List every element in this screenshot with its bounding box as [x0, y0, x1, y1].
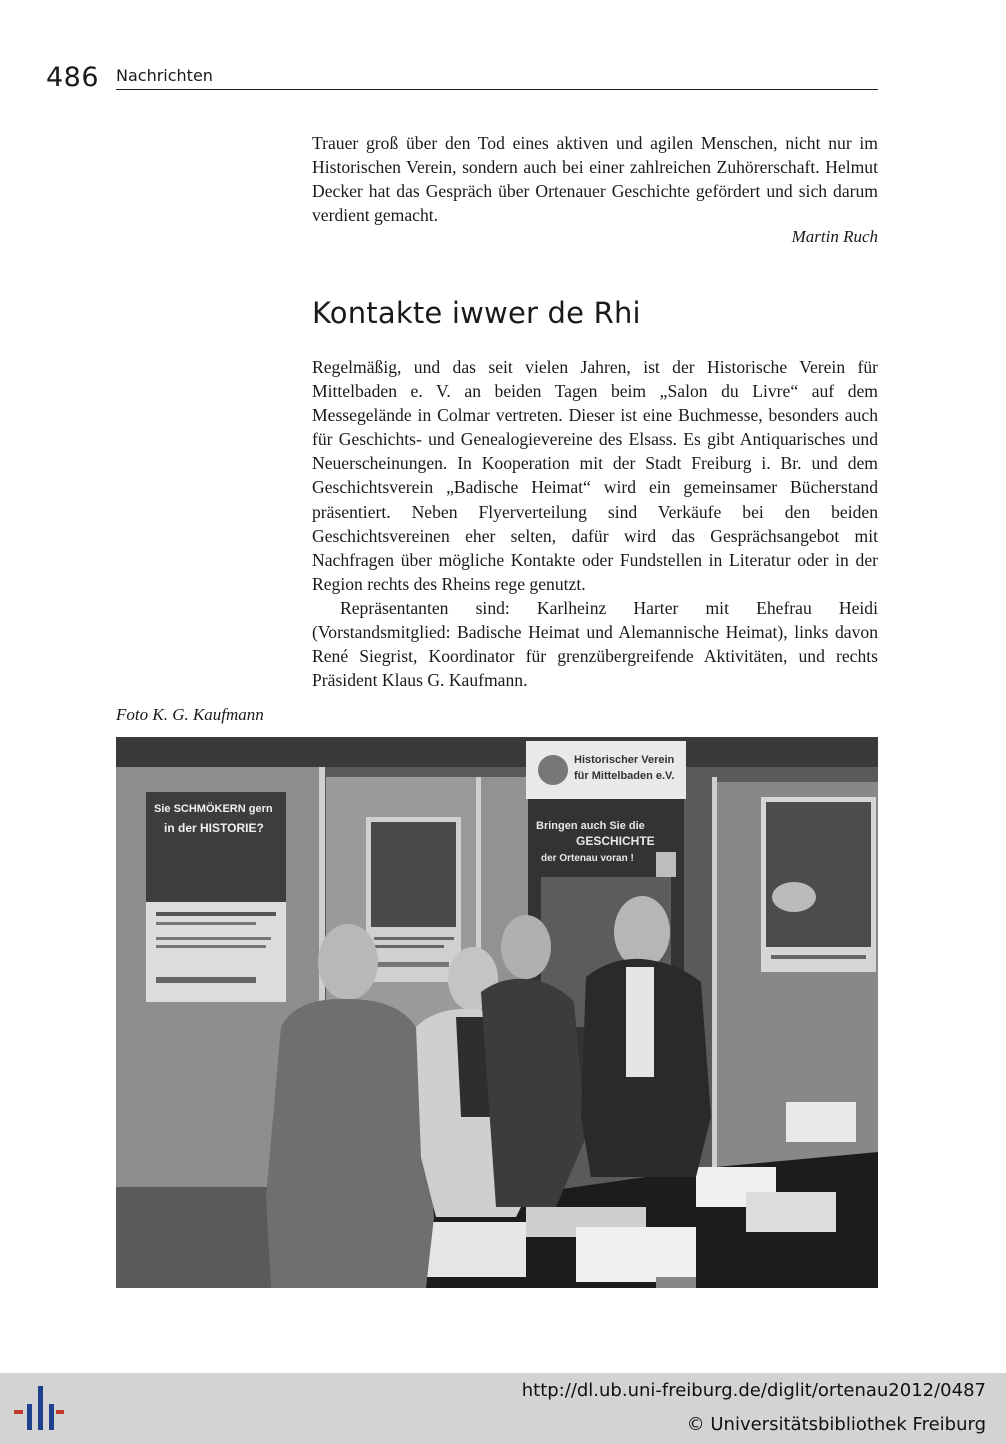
previous-article-text [312, 131, 878, 227]
article-title: Kontakte iwwer de Rhi [312, 296, 641, 330]
poster-left-line1: Sie SCHMÖKERN gern [154, 803, 273, 815]
author-signature: Martin Ruch [791, 227, 878, 246]
footer-copyright: © Universitätsbibliothek Freiburg [686, 1414, 986, 1435]
poster-center-line2: GESCHICHTE [576, 834, 655, 848]
article-paragraph-1: Regelmäßig, und das seit vielen Jahren, ist der Historische Verein für Mittelbaden e. V. an beiden Tagen beim „Salon du Livre“ auf dem Messegelände in Colmar vertreten. Dieser ist eine Buchmesse, besonders auch für Geschichts- und Genealogievereine des Elsass. Es gibt Antiquarisches und Neuerscheinungen. In Kooperation mit der Stadt Freiburg i. Br. und dem Geschichtsverein „Badische Heimat“ wird ein gemeinsamer Bücherstand präsentiert. Neben Flyerverteilung sind Verkäufe bei den beiden Geschichtsvereinen eher selten, dafür wird das Gesprächsangebot mit Nachfragen über mögliche Kontakte oder Fundstellen in Literatur oder in der Region rechts des Rheins rege genutzt. [312, 357, 878, 594]
poster-center-left [366, 817, 461, 982]
page-number: 486 [46, 62, 100, 93]
poster-center-line3: der Ortenau voran ! [541, 853, 634, 864]
banner-line1: Historischer Verein [574, 754, 675, 766]
article-body [312, 355, 878, 692]
footer-url[interactable]: http://dl.ub.uni-freiburg.de/diglit/ortenau2012/0487 [521, 1380, 986, 1401]
library-logo [14, 1384, 64, 1432]
header-rule [116, 89, 878, 90]
poster-left [146, 792, 286, 1002]
poster-left-line2: in der HISTORIE? [164, 821, 264, 835]
photo-credit: Foto K. G. Kaufmann [116, 705, 264, 724]
poster-center-line1: Bringen auch Sie die [536, 820, 645, 832]
running-head: Nachrichten [116, 66, 213, 85]
poster-right [761, 797, 876, 972]
previous-article-paragraph: Trauer groß über den Tod eines aktiven und agilen Menschen, nicht nur im Historischen Verein, sondern auch bei einer zahlreichen Zuhörerschaft. Helmut Decker hat das Gespräch über Ortenauer Geschichte gefördert und sich darum verdient gemacht. [312, 133, 878, 226]
booth-banner [526, 741, 686, 799]
banner-line2: für Mittelbaden e.V. [574, 770, 675, 782]
article-paragraph-2: Repräsentanten sind: Karlheinz Harter mit Ehefrau Heidi (Vorstandsmitglied: Badische Heimat und Alemannische Heimat), links davon René Siegrist, Koordinator für grenzübergreifende Aktivitäten, und rechts Präsident Klaus G. Kaufmann. [312, 597, 878, 691]
exhibition-photo [116, 737, 878, 1288]
